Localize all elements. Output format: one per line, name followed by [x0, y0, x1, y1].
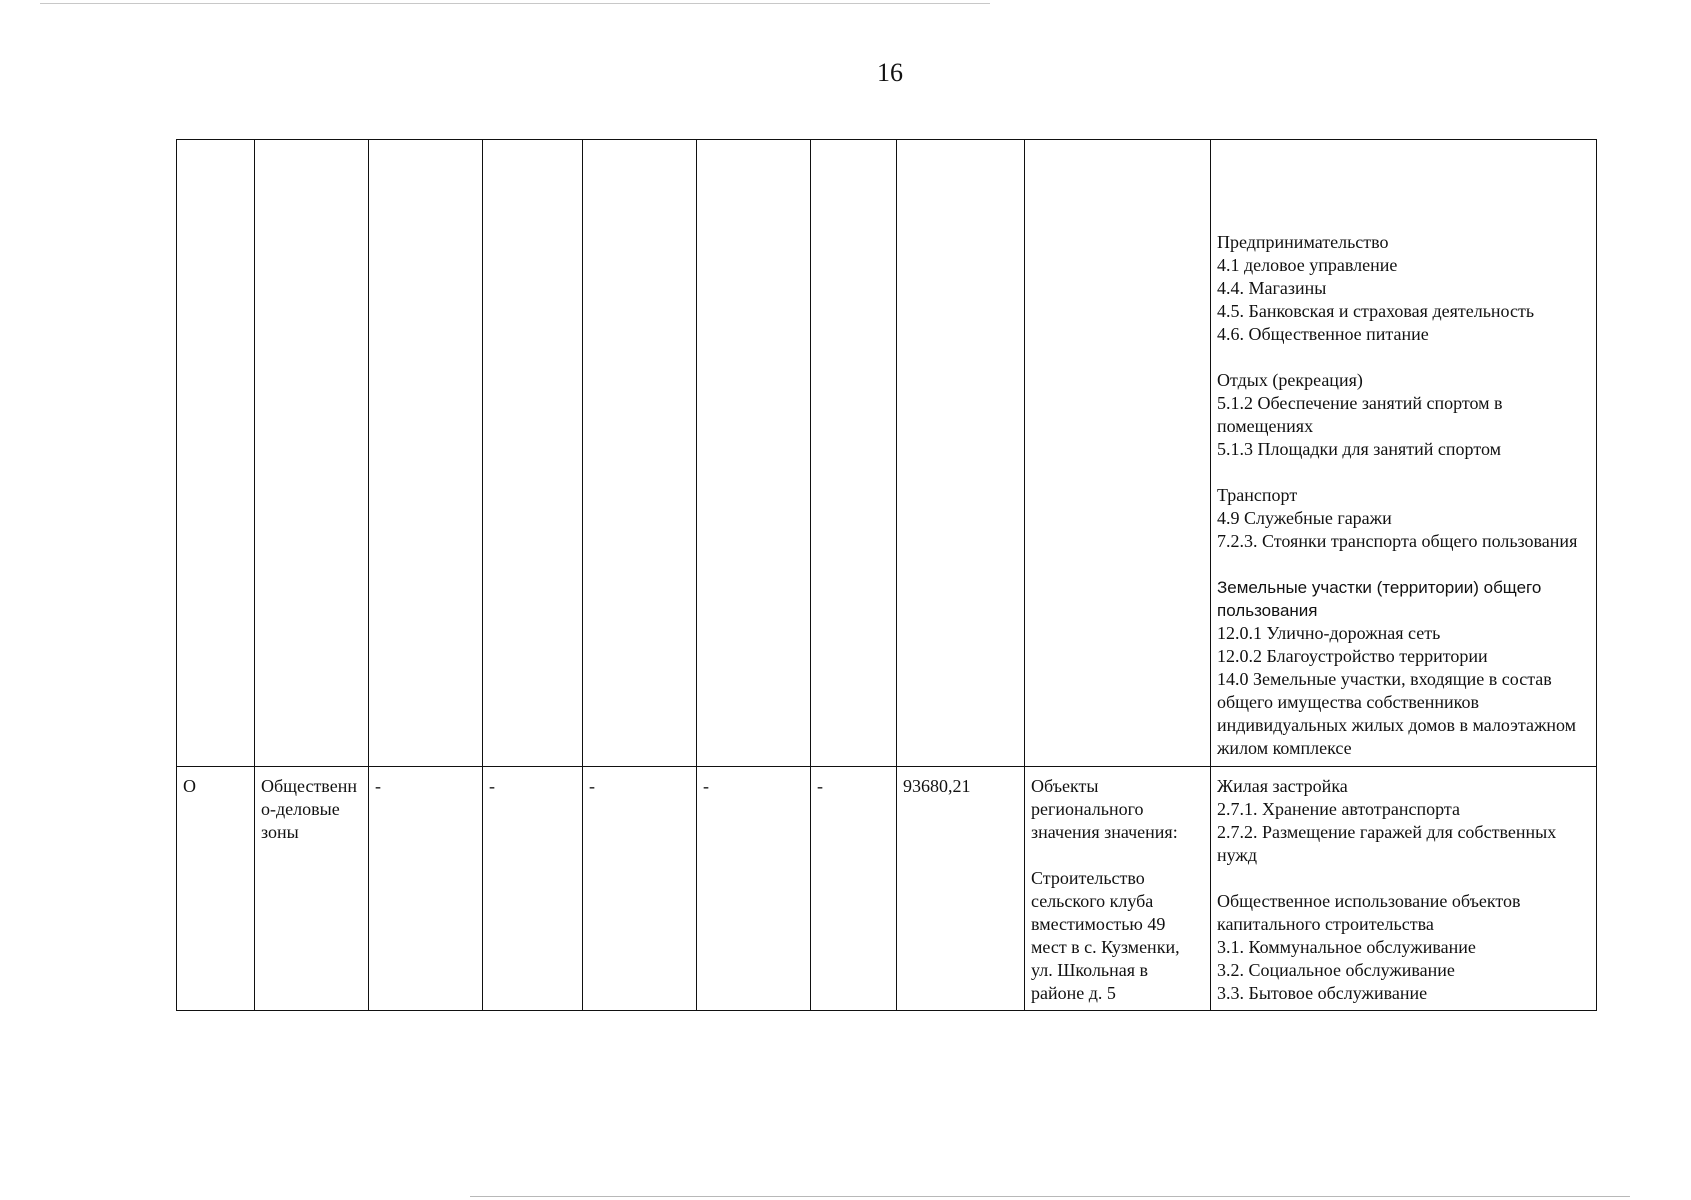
scan-artifact-top — [40, 3, 990, 4]
uses-group-title: Жилая застройка — [1217, 776, 1348, 796]
table-cell: - — [369, 767, 483, 1011]
table-cell: - — [697, 767, 811, 1011]
uses-item: 7.2.3. Стоянки транспорта общего пользования — [1217, 531, 1578, 551]
uses-item: 12.0.2 Благоустройство территории — [1217, 646, 1488, 666]
uses-item: 4.6. Общественное питание — [1217, 324, 1429, 344]
uses-item: 4.1 деловое управление — [1217, 255, 1398, 275]
scan-artifact-bottom — [470, 1196, 1630, 1197]
table-cell — [369, 140, 483, 767]
uses-item: 4.4. Магазины — [1217, 278, 1327, 298]
uses-group — [1217, 576, 1589, 760]
uses-item: 5.1.3 Площадки для занятий спортом — [1217, 439, 1501, 459]
table-row — [177, 140, 1597, 767]
table-cell: - — [811, 767, 897, 1011]
uses-group-title: Общественное использование объектов капитального строительства — [1217, 891, 1521, 934]
table-cell — [255, 140, 369, 767]
uses-group — [1217, 369, 1589, 461]
uses-group — [1217, 775, 1589, 867]
zone-code-cell: О — [177, 767, 255, 1011]
table-cell — [583, 140, 697, 767]
uses-group-title: Земельные участки (территории) общего пользования — [1217, 578, 1542, 620]
uses-group-title: Транспорт — [1217, 485, 1298, 505]
uses-item: 4.5. Банковская и страховая деятельность — [1217, 301, 1535, 321]
uses-group — [1217, 890, 1589, 1005]
uses-item: 12.0.1 Улично-дорожная сеть — [1217, 623, 1441, 643]
zone-area-cell: 93680,21 — [897, 767, 1025, 1011]
table-cell — [1025, 140, 1211, 767]
table-cell — [811, 140, 897, 767]
uses-group-title: Отдых (рекреация) — [1217, 370, 1363, 390]
uses-item: 3.3. Бытовое обслуживание — [1217, 983, 1428, 1003]
uses-item: 3.2. Социальное обслуживание — [1217, 960, 1455, 980]
regional-objects-cell — [1025, 767, 1211, 1011]
uses-group — [1217, 231, 1589, 346]
table-cell: - — [483, 767, 583, 1011]
regional-objects-heading: Объекты регионального значения значения: — [1031, 776, 1178, 842]
table-row — [177, 767, 1597, 1011]
page-number: 16 — [877, 58, 903, 87]
table-cell — [177, 140, 255, 767]
regional-objects-text: Строительство сельского клуба вместимостью 49 мест в с. Кузменки, ул. Школьная в районе д. 5 — [1031, 868, 1180, 1003]
zone-name-cell: Общественно-деловые зоны — [255, 767, 369, 1011]
zones-table — [176, 139, 1597, 1011]
table-cell — [483, 140, 583, 767]
uses-item: 2.7.2. Размещение гаражей для собственных нужд — [1217, 822, 1557, 865]
table-cell — [697, 140, 811, 767]
uses-item: 4.9 Служебные гаражи — [1217, 508, 1392, 528]
table-cell: - — [583, 767, 697, 1011]
uses-item: 14.0 Земельные участки, входящие в состав общего имущества собственников индивидуальных жилых домов в малоэтажном жилом комплексе — [1217, 669, 1577, 758]
uses-group — [1217, 484, 1589, 553]
uses-item: 5.1.2 Обеспечение занятий спортом в помещениях — [1217, 393, 1503, 436]
table-cell — [897, 140, 1025, 767]
uses-item: 2.7.1. Хранение автотранспорта — [1217, 799, 1460, 819]
permitted-uses-cell — [1211, 140, 1597, 767]
uses-group-title: Предпринимательство — [1217, 232, 1389, 252]
uses-item: 3.1. Коммунальное обслуживание — [1217, 937, 1476, 957]
permitted-uses-cell — [1211, 767, 1597, 1011]
